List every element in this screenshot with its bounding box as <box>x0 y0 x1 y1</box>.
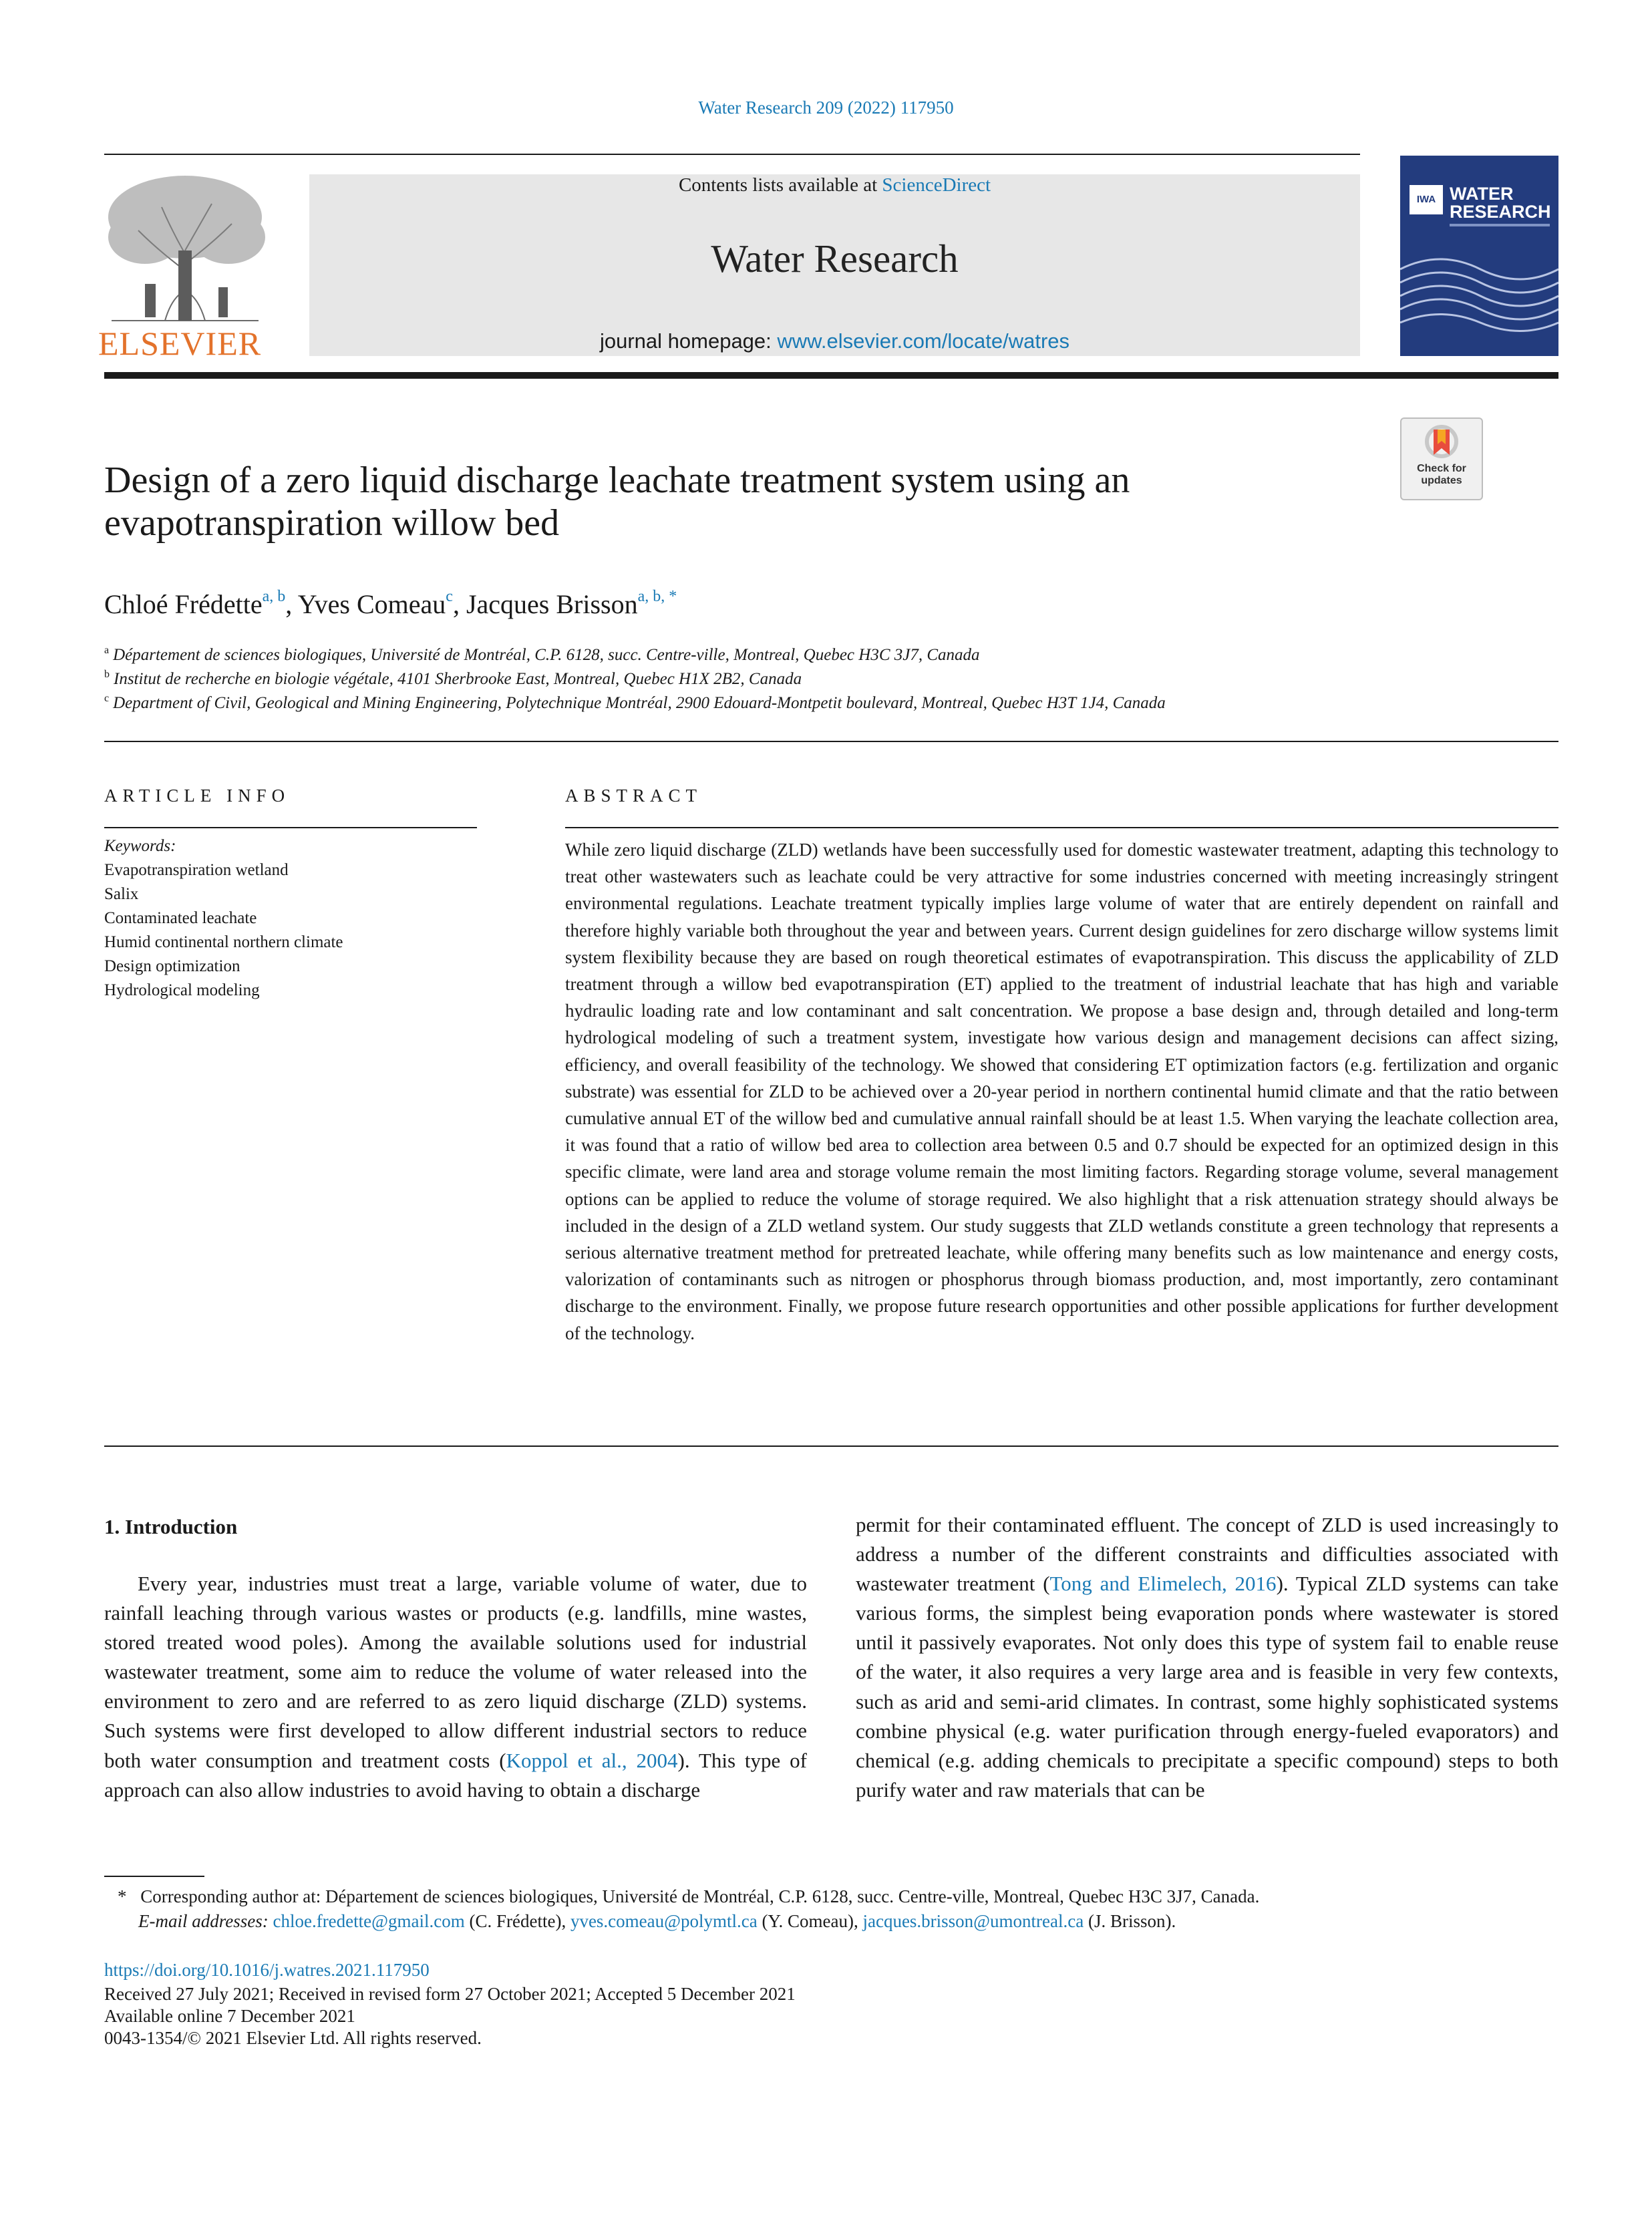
intro-text: Every year, industries must treat a large, variable volume of water, due to rainfall leaching through various wastes or products (e.g. landfills, mine wastes, stored treated wood poles). Among the available solutions used for industrial wastewater treatment, some aim to reduce the volume of water released into the environment to zero and are referred to as zero liquid discharge (ZLD) systems. Such systems were first developed to allow different industrial sectors to reduce both water consumption and treatment costs ( <box>104 1572 807 1772</box>
intro-column-left <box>104 1569 807 1805</box>
copyright: 0043-1354/© 2021 Elsevier Ltd. All rights reserved. <box>104 2028 482 2048</box>
check-for-updates-badge[interactable] <box>1400 417 1483 500</box>
author-affiliation-marks[interactable]: a, b <box>262 588 286 605</box>
journal-reference[interactable]: Water Research 209 (2022) 117950 <box>698 98 954 118</box>
header-rule-top <box>104 154 1360 155</box>
contents-prefix: Contents lists available at <box>678 174 882 196</box>
email-link[interactable]: jacques.brisson@umontreal.ca <box>862 1911 1084 1931</box>
email-owner: (J. Brisson). <box>1084 1911 1176 1931</box>
email-addresses <box>138 1911 1176 1932</box>
sciencedirect-link[interactable]: ScienceDirect <box>882 174 991 196</box>
citation-link[interactable]: Tong and Elimelech, 2016 <box>1049 1572 1277 1596</box>
homepage-link[interactable]: www.elsevier.com/locate/watres <box>777 329 1070 353</box>
footnote-rule <box>104 1876 204 1877</box>
keyword: Salix <box>104 885 139 903</box>
divider <box>104 1445 1558 1447</box>
keyword: Hydrological modeling <box>104 981 260 999</box>
cover-title-line1: WATER <box>1450 184 1514 204</box>
journal-name: Water Research <box>711 236 959 281</box>
cover-title <box>1450 185 1551 221</box>
author-affiliation-marks[interactable]: a, b, * <box>637 588 677 605</box>
article-title: Design of a zero liquid discharge leachate treatment system using an evapotranspiration willow bed <box>104 460 1130 544</box>
elsevier-tree-icon <box>98 170 273 324</box>
keyword: Design optimization <box>104 957 240 975</box>
check-for-updates-label <box>1401 463 1482 487</box>
contents-line <box>309 174 1360 196</box>
email-owner: (C. Frédette), <box>464 1911 570 1931</box>
keywords-label: Keywords: <box>104 837 176 855</box>
keyword: Humid continental northern climate <box>104 933 343 951</box>
cover-title-line2: RESEARCH <box>1450 202 1551 222</box>
intro-text: permit for their contaminated effluent. The concept of ZLD is used increasingly to address a number of the different constraints and difficulties associated with wastewater treatment ( <box>856 1513 1558 1596</box>
abstract-rule <box>565 827 1558 828</box>
cover-wave-icon <box>1400 242 1558 356</box>
email-owner: (Y. Comeau), <box>757 1911 863 1931</box>
homepage-prefix: journal homepage: <box>599 329 778 353</box>
author-affiliation-marks[interactable]: c <box>446 588 453 605</box>
publisher-name: ELSEVIER <box>98 325 262 362</box>
check-line1: Check for <box>1417 463 1466 474</box>
iwa-logo: IWA <box>1410 185 1443 214</box>
corresponding-text: Corresponding author at: Département de sciences biologiques, Université de Montréal, C.P. 6128, succ. Centre-ville, Montreal, Quebec H3C 3J7, Canada. <box>140 1886 1260 1906</box>
affiliation-mark: c <box>104 693 110 704</box>
keyword: Contaminated leachate <box>104 909 257 927</box>
journal-banner <box>309 174 1360 356</box>
received-dates: Received 27 July 2021; Received in revised form 27 October 2021; Accepted 5 December 2021 <box>104 1984 796 2004</box>
author-name[interactable]: Chloé Frédette <box>104 589 263 619</box>
article-info-rule <box>104 827 477 828</box>
intro-text: ). This type of approach can also allow industries to avoid having to obtain a discharge <box>104 1748 808 1802</box>
author-name[interactable]: Jacques Brisson <box>466 589 638 619</box>
available-online: Available online 7 December 2021 <box>104 2006 355 2026</box>
affiliation-mark: b <box>104 669 110 680</box>
affiliation-mark: a <box>104 645 110 656</box>
email-link[interactable]: yves.comeau@polymtl.ca <box>570 1911 758 1931</box>
journal-cover[interactable] <box>1400 156 1558 356</box>
affiliation <box>104 669 802 689</box>
article-info-heading: ARTICLE INFO <box>104 786 291 806</box>
cover-subtitle-bar <box>1450 224 1550 226</box>
email-label: E-mail addresses: <box>138 1911 269 1931</box>
affiliation <box>104 645 980 665</box>
keyword: Evapotranspiration wetland <box>104 861 289 879</box>
citation-link[interactable]: Koppol et al., 2004 <box>506 1748 678 1772</box>
introduction-heading: 1. Introduction <box>104 1515 238 1538</box>
intro-text: ). Typical ZLD systems can take various forms, the simplest being evaporation ponds where wastewater is stored until it passively evaporates. Not only does this type of system fail to enable reuse of the water, it also requires a very large area and is feasible in very few contexts, such as arid and semi-arid climates. In contrast, some highly sophisticated systems combine physical (e.g. water purification through energy-fueled evaporators) and chemical (e.g. adding chemicals to precipitate a specific compound) steps to both purify water and raw materials that can be <box>856 1572 1558 1802</box>
affiliation-text: Département de sciences biologiques, Université de Montréal, C.P. 6128, succ. Centre-ville, Montreal, Quebec H3C 3J7, Canada <box>113 646 980 664</box>
author-name[interactable]: Yves Comeau <box>297 589 446 619</box>
corresponding-author-note <box>118 1886 1259 1907</box>
affiliation-text: Department of Civil, Geological and Mining Engineering, Polytechnique Montréal, 2900 Edouard-Montpetit boulevard, Montreal, Quebec H3T 1J4, Canada <box>113 694 1166 712</box>
footnote-star: * <box>118 1886 127 1906</box>
abstract-text: While zero liquid discharge (ZLD) wetlands have been successfully used for domestic wastewater treatment, adapting this technology to treat other wastewaters such as leachate could be very attractive for some industries concerned with meeting increasingly stringent environmental regulations. Leachate treatment typically implies large volume of water that are entirely dependent on rainfall and therefore highly variable both throughout the year and between years. Current design guidelines for zero discharge willow systems limit system flexibility because they are based on rough theoretical estimates of evapotranspiration. This discuss the applicability of ZLD treatment through a willow bed evapotranspiration (ET) applied to the treatment of industrial leachate that has high and variable hydraulic loading rate and low contaminant and salt concentration. We propose a base design and, through detailed and long-term hydrological modeling of such a treatment system, investigate how various design and management decisions can affect sizing, efficiency, and overall feasibility of the technology. We showed that considering ET optimization factors (e.g. fertilization and organic substrate) was essential for ZLD to be achieved over a 20-year period in northern continental humid climate and that the ratio between cumulative annual ET of the willow bed and cumulative annual rainfall should be at least 1.5. When varying the leachate collection area, it was found that a ratio of willow bed area to collection area between 0.5 and 0.7 should be expected for an optimized design in this specific climate, were land area and storage volume remain the most limiting factors. Regarding storage volume, several management options can be applied to reduce the volume of storage required. We also highlight that a risk attenuation strategy should always be included in the design of a ZLD wetland system. Our study suggests that ZLD wetlands constitute a green technology that represents a serious alternative treatment method for pretreated leachate, while offering many benefits such as low maintenance and energy costs, valorization of contaminants such as nitrogen or phosphorus through biomass production, and, most importantly, zero contaminant discharge to the environment. Finally, we propose future research opportunities and other possible applications for further development of the technology. <box>565 840 1558 1343</box>
affiliation <box>104 693 1166 713</box>
doi-link[interactable]: https://doi.org/10.1016/j.watres.2021.117950 <box>104 1960 430 1980</box>
affiliation-text: Institut de recherche en biologie végétale, 4101 Sherbrooke East, Montreal, Quebec H1X 2B2, Canada <box>114 670 802 688</box>
divider <box>104 741 1558 742</box>
author-list: Chloé Frédette$^{a, b}$, Yves Comeau$^c$, Jacques Brisson$^{a, b, *}$ <box>104 588 677 619</box>
abstract-heading: ABSTRACT <box>565 786 703 806</box>
header-rule-thick <box>104 372 1558 379</box>
check-line2: updates <box>1421 475 1462 486</box>
homepage-line <box>309 329 1360 353</box>
bookmark-icon <box>1424 424 1459 462</box>
email-link[interactable]: chloe.fredette@gmail.com <box>273 1911 465 1931</box>
intro-column-right <box>856 1510 1558 1805</box>
